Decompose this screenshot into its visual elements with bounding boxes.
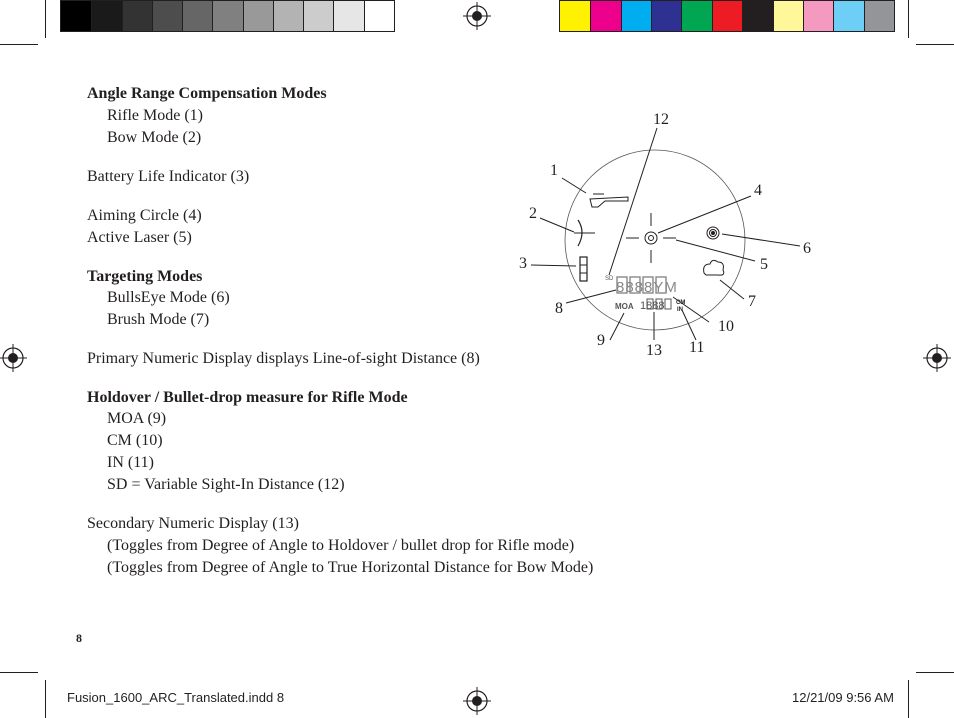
targeting-modes-heading: Targeting Modes bbox=[87, 268, 203, 285]
display-sd-label: SD bbox=[605, 276, 614, 282]
cm-item: CM (10) bbox=[107, 432, 163, 449]
aiming-circle-icon bbox=[626, 213, 676, 263]
page-number: 8 bbox=[76, 631, 82, 645]
primary-display-item: Primary Numeric Display displays Line-of-sight Distance (8) bbox=[87, 350, 480, 367]
callout-9: 9 bbox=[597, 332, 605, 349]
callout-13: 13 bbox=[646, 342, 662, 359]
rifle-icon bbox=[590, 197, 628, 207]
callout-12: 12 bbox=[653, 111, 669, 128]
callout-4: 4 bbox=[754, 182, 762, 199]
battery-icon bbox=[580, 257, 587, 281]
sd-item: SD = Variable Sight-In Distance (12) bbox=[107, 476, 345, 493]
bullseye-icon bbox=[707, 227, 719, 239]
callout-10: 10 bbox=[718, 318, 734, 335]
angle-modes-heading: Angle Range Compensation Modes bbox=[87, 85, 327, 102]
callout-1: 1 bbox=[550, 162, 558, 179]
rifle-mode-item: Rifle Mode (1) bbox=[107, 107, 203, 124]
secondary-display-item: Secondary Numeric Display (13) bbox=[87, 515, 299, 532]
brush-icon bbox=[704, 260, 724, 275]
active-laser-item: Active Laser (5) bbox=[87, 229, 192, 246]
callout-7: 7 bbox=[748, 293, 756, 310]
aiming-circle-item: Aiming Circle (4) bbox=[87, 207, 202, 224]
bullseye-item: BullsEye Mode (6) bbox=[107, 289, 230, 306]
callout-3: 3 bbox=[519, 255, 527, 272]
callout-5: 5 bbox=[760, 256, 768, 273]
callout-2: 2 bbox=[529, 205, 537, 222]
footer-timestamp: 12/21/09 9:56 AM bbox=[792, 690, 894, 705]
callout-6: 6 bbox=[803, 240, 811, 257]
callout-11: 11 bbox=[689, 339, 705, 356]
display-primary-label: 8888YM bbox=[616, 279, 678, 296]
bow-mode-item: Bow Mode (2) bbox=[107, 129, 202, 146]
toggle-rifle-note: (Toggles from Degree of Angle to Holdover / bullet drop for Rifle mode) bbox=[107, 537, 575, 554]
battery-item: Battery Life Indicator (3) bbox=[87, 168, 250, 185]
toggle-bow-note: (Toggles from Degree of Angle to True Horizontal Distance for Bow Mode) bbox=[107, 559, 594, 576]
brush-item: Brush Mode (7) bbox=[107, 311, 210, 328]
holdover-heading: Holdover / Bullet-drop measure for Rifle Mode bbox=[87, 389, 408, 406]
display-secondary-label: 1888 bbox=[640, 300, 665, 312]
callout-8: 8 bbox=[555, 300, 563, 317]
display-moa-label: MOA bbox=[615, 302, 634, 311]
display-in-label: IN bbox=[677, 307, 683, 313]
moa-item: MOA (9) bbox=[107, 410, 167, 427]
display-cm-label: CM bbox=[676, 300, 686, 306]
footer-file-label: Fusion_1600_ARC_Translated.indd 8 bbox=[67, 690, 285, 705]
in-item: IN (11) bbox=[107, 454, 154, 471]
